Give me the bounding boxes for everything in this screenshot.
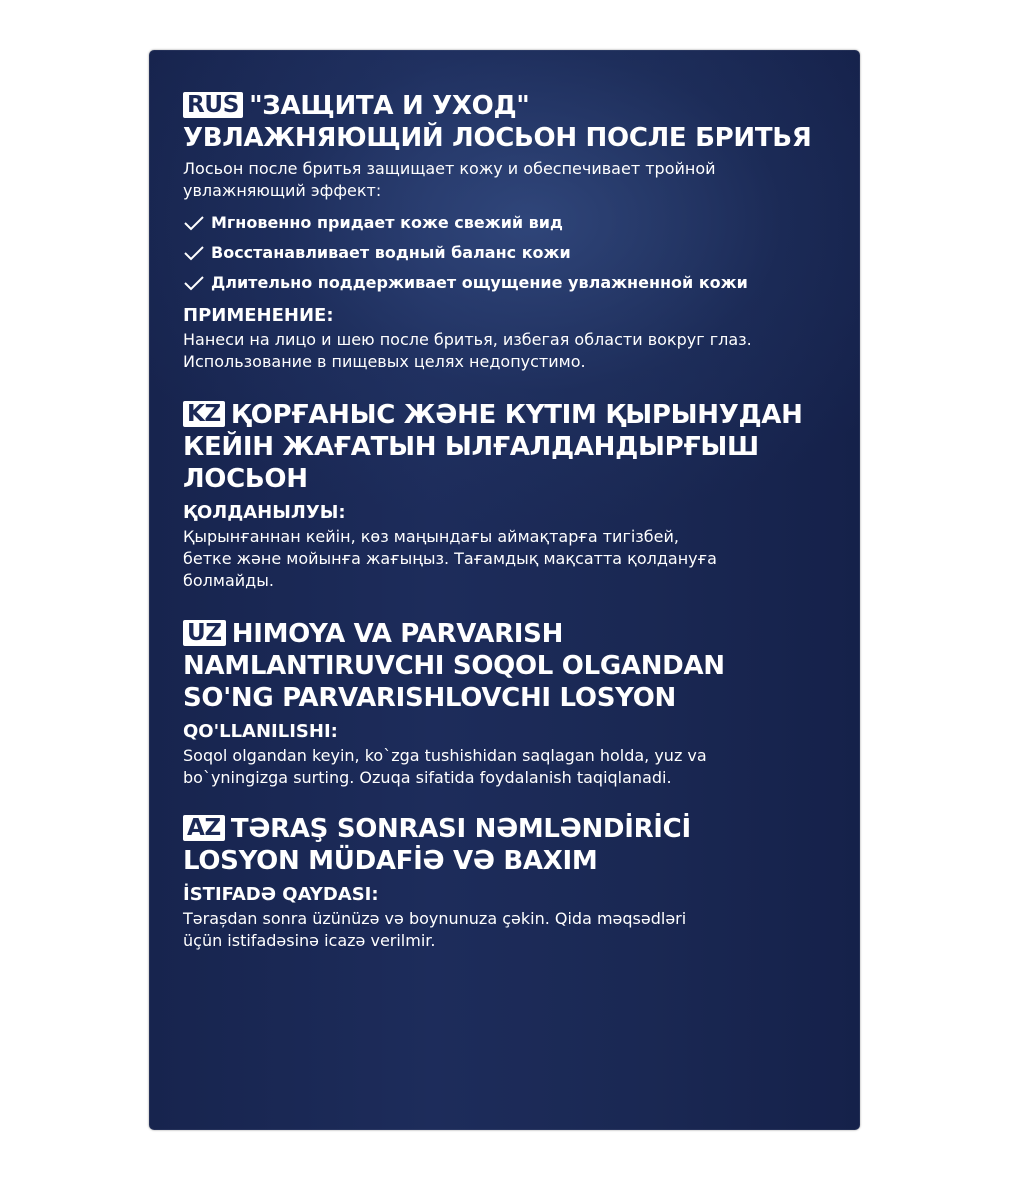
rus-intro: Лосьон после бритья защищает кожу и обеспечивает тройной увлажняющий эффект: bbox=[183, 159, 716, 200]
benefit-text: Мгновенно придает коже свежий вид bbox=[211, 213, 563, 232]
rus-benefit-list bbox=[183, 208, 823, 298]
az-title-line2: LOSYON MÜDAFİƏ VƏ BAXIM bbox=[183, 846, 598, 876]
benefit-text: Восстанавливает водный баланс кожи bbox=[211, 243, 571, 262]
uz-title bbox=[183, 618, 823, 714]
kz-title-line1: ҚОРҒАНЫС ЖӘНЕ КҮТІМ ҚЫРЫНУДАН bbox=[230, 400, 803, 430]
rus-title-line2: УВЛАЖНЯЮЩИЙ ЛОСЬОН ПОСЛЕ БРИТЬЯ bbox=[183, 123, 812, 153]
benefit-item bbox=[183, 208, 823, 238]
benefit-text: Длительно поддерживает ощущение увлажненной кожи bbox=[211, 273, 748, 292]
uz-usage-line2: bo`yningizga surting. Ozuqa sifatida foydalanish taqiqlanadi. bbox=[183, 768, 672, 787]
uz-title-line2: NAMLANTIRUVCHI SOQOL OLGANDAN bbox=[183, 651, 725, 681]
uz-title-line3: SO'NG PARVARISHLOVCHI LOSYON bbox=[183, 683, 676, 713]
section-kz bbox=[183, 399, 823, 592]
az-usage-heading: İSTIFADƏ QAYDASI: bbox=[183, 884, 379, 905]
kz-title-line3: ЛОСЬОН bbox=[183, 464, 308, 494]
check-icon bbox=[183, 215, 205, 231]
kz-usage-line3: болмайды. bbox=[183, 571, 274, 590]
az-language-badge: AZ bbox=[183, 815, 225, 841]
kz-language-badge: KZ bbox=[183, 401, 225, 427]
az-title bbox=[183, 813, 823, 877]
rus-usage-line2: Использование в пищевых целях недопустимо. bbox=[183, 352, 586, 371]
benefit-item bbox=[183, 268, 823, 298]
rus-title-line1: "ЗАЩИТА И УХОД" bbox=[249, 91, 530, 121]
kz-title-line2: КЕЙІН ЖАҒАТЫН ЫЛҒАЛДАНДЫРҒЫШ bbox=[183, 432, 759, 462]
uz-language-badge: UZ bbox=[183, 620, 226, 646]
kz-title bbox=[183, 399, 823, 495]
rus-usage-heading: ПРИМЕНЕНИЕ: bbox=[183, 305, 334, 326]
rus-language-badge: RUS bbox=[183, 92, 243, 118]
benefit-item bbox=[183, 238, 823, 268]
az-usage-line1: Tərașdan sonra üzünüzə və boynunuza çəkin. Qida məqsədləri bbox=[183, 909, 687, 928]
section-rus bbox=[183, 90, 823, 373]
uz-usage-heading: QO'LLANILISHI: bbox=[183, 721, 338, 742]
section-az bbox=[183, 813, 823, 952]
rus-usage-line1: Нанеси на лицо и шею после бритья, избегая области вокруг глаз. bbox=[183, 330, 752, 349]
uz-usage-line1: Soqol olgandan keyin, ko`zga tushishidan saqlagan holda, yuz va bbox=[183, 746, 707, 765]
check-icon bbox=[183, 245, 205, 261]
az-title-line1: TƏRAŞ SONRASI NƏMLƏNDİRİCİ bbox=[230, 814, 691, 844]
kz-usage-line2: бетке және мойынға жағыңыз. Тағамдық мақсатта қолдануға bbox=[183, 549, 717, 568]
section-uz bbox=[183, 618, 823, 789]
kz-usage-line1: Қырынғаннан кейін, көз маңындағы аймақтарға тигізбей, bbox=[183, 527, 679, 546]
uz-title-line1: HIMOYA VA PARVARISH bbox=[231, 619, 564, 649]
label-content bbox=[183, 90, 823, 970]
az-usage-line2: üçün istifadəsinə icazə verilmir. bbox=[183, 931, 436, 950]
check-icon bbox=[183, 275, 205, 291]
kz-usage-heading: ҚОЛДАНЫЛУЫ: bbox=[183, 502, 346, 523]
rus-title bbox=[183, 90, 823, 154]
product-back-panel bbox=[149, 50, 860, 1130]
